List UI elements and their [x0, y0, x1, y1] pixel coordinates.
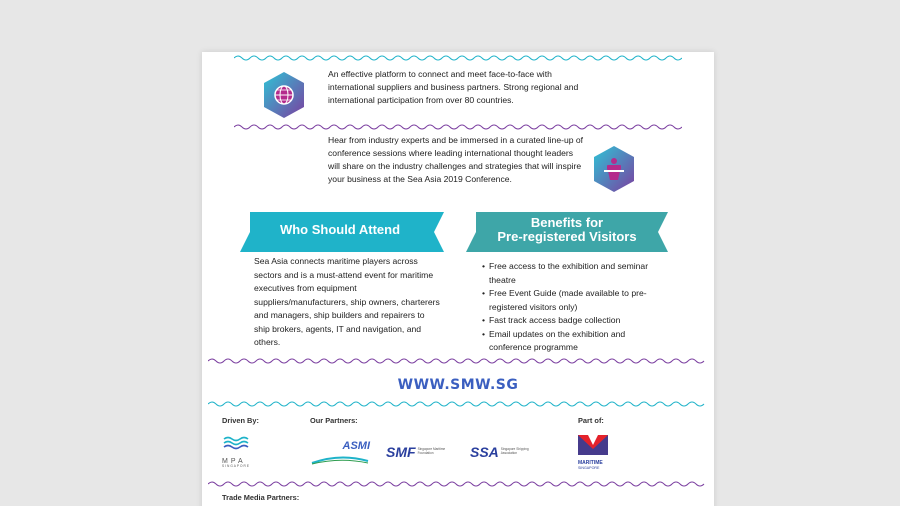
benefits-title-line1: Benefits for — [530, 215, 604, 230]
benefit-item: • Email updates on the exhibition and conference programme — [482, 328, 662, 355]
ssa-logo-text: SSA — [470, 444, 499, 460]
wave-divider-4 — [208, 400, 708, 408]
platform-description: An effective platform to connect and meet face-to-face with international suppliers and business partners. Strong regional and international participation from over 80 countries. — [328, 69, 579, 105]
benefit-item: • Fast track access badge collection — [482, 314, 662, 328]
mpa-logo — [222, 435, 258, 469]
benefit-item: • Free Event Guide (made available to pre-registered visitors only) — [482, 287, 662, 314]
trade-media-partners-label: Trade Media Partners: — [222, 493, 300, 502]
ssa-logo — [470, 444, 534, 460]
conference-description: Hear from industry experts and be immersed in a curated line-up of conference sessions where leading international thought leaders will share on the industry challenges and strategies that will inspire your business at the Sea Asia 2019 Conference. — [328, 135, 584, 184]
brochure-page — [202, 52, 714, 506]
maritime-logo-line2: SINGAPORE — [578, 466, 600, 470]
asmi-logo — [310, 440, 370, 470]
asmi-swoosh-icon — [310, 455, 370, 465]
our-partners-label: Our Partners: — [310, 416, 358, 425]
speaker-podium-icon — [592, 144, 636, 194]
wave-divider-2 — [234, 123, 682, 131]
wave-divider-top — [234, 54, 682, 62]
ssa-logo-subtext: Singapore Shipping Association — [500, 447, 529, 455]
driven-by-label: Driven By: — [222, 416, 259, 425]
mpa-logo-subtext: SINGAPORE — [222, 464, 250, 468]
website-link[interactable]: WWW.SMW.SG — [397, 377, 519, 393]
maritime-m-icon — [578, 435, 608, 455]
asmi-logo-text: ASMI — [342, 440, 370, 452]
wave-divider-3 — [208, 357, 708, 365]
mpa-wave-mark-icon — [222, 435, 256, 451]
globe-icon — [262, 70, 306, 120]
wave-divider-5 — [208, 480, 708, 488]
mpa-logo-text: MPA — [222, 458, 246, 465]
benefits-title-line2: Pre-registered Visitors — [497, 229, 637, 244]
part-of-label: Part of: — [578, 416, 604, 425]
smf-logo-text: SMF — [386, 444, 416, 460]
maritime-logo-line1: MARITIME — [578, 460, 603, 466]
smf-logo-subtext: Singapore Maritime Foundation — [417, 447, 446, 455]
who-should-attend-title: Who Should Attend — [279, 222, 401, 237]
benefit-item: • Free access to the exhibition and seminar theatre — [482, 260, 662, 287]
smf-logo — [386, 444, 458, 460]
benefits-list — [482, 260, 662, 355]
who-should-attend-body: Sea Asia connects maritime players across sectors and is a must-attend event for maritime executives from equipment suppliers/manufacturers, ship owners, charterers and managers, ship builders and repairers to ship brokers, agents, IT and navigation, and others. — [254, 256, 440, 347]
benefits-title — [476, 216, 658, 244]
maritime-singapore-logo — [578, 435, 612, 470]
